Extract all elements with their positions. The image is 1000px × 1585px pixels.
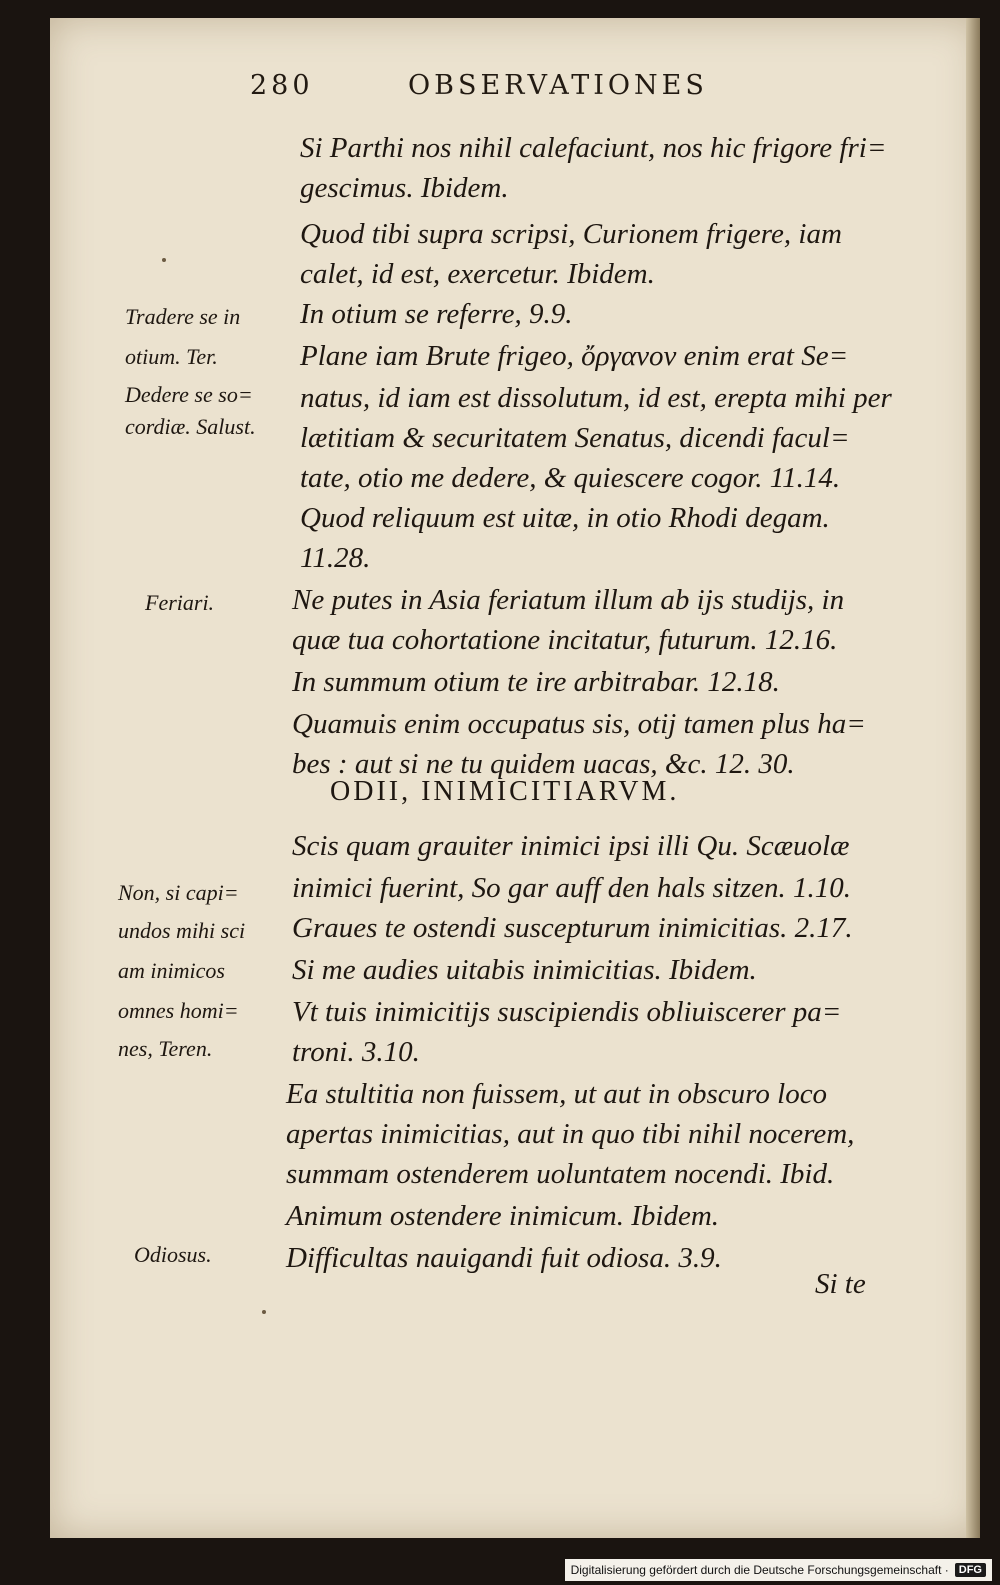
text-line: inimici fuerint, So gar auff den hals sitzen. 1.10.	[292, 872, 852, 904]
margin-note: undos mihi sci	[118, 918, 246, 943]
text-line: apertas inimicitias, aut in quo tibi nihil nocerem,	[286, 1118, 855, 1150]
margin-note: nes, Teren.	[118, 1036, 213, 1061]
catchword: Si te	[815, 1268, 866, 1300]
margin-note: cordiæ. Salust.	[125, 414, 256, 439]
text-line: Graues te ostendi suscepturum inimicitias. 2.17.	[292, 912, 853, 944]
text-line: summam ostenderem uoluntatem nocendi. Ibid.	[286, 1158, 835, 1190]
text-line: Quamuis enim occupatus sis, otij tamen plus ha=	[292, 708, 866, 740]
text-line: calet, id est, exercetur. Ibidem.	[300, 258, 655, 290]
margin-note: Odiosus.	[134, 1242, 212, 1267]
section-title: ODII, INIMICITIARVM.	[330, 776, 680, 807]
text-line: Ea stultitia non fuissem, ut aut in obscuro loco	[286, 1078, 828, 1110]
text-line: Si me audies uitabis inimicitias. Ibidem.	[292, 954, 757, 986]
text-line: tate, otio me dedere, & quiescere cogor. 11.14.	[300, 462, 841, 494]
text-line: In summum otium te ire arbitrabar. 12.18.	[292, 666, 780, 698]
ink-speck	[262, 1310, 266, 1314]
margin-note: otium. Ter.	[125, 344, 218, 369]
text-line: natus, id iam est dissolutum, id est, erepta mihi per	[300, 382, 892, 414]
ink-speck	[162, 258, 166, 262]
text-line: Vt tuis inimicitijs suscipiendis obliuiscerer pa=	[292, 996, 842, 1028]
margin-note: Tradere se in	[125, 304, 241, 329]
text-line: quæ tua cohortatione incitatur, futurum. 12.16.	[292, 624, 838, 656]
margin-note: Feriari.	[145, 590, 215, 615]
margin-note: Non, si capi=	[118, 880, 239, 905]
margin-note: am inimicos	[118, 958, 225, 983]
footer-credit: Digitalisierung gefördert durch die Deutsche Forschungsgemeinschaft ·	[570, 1563, 949, 1577]
text-line: Si Parthi nos nihil calefaciunt, nos hic frigore fri=	[300, 132, 887, 164]
margin-note: Dedere se so=	[125, 382, 253, 407]
margin-note: omnes homi=	[118, 998, 239, 1023]
text-line: lætitiam & securitatem Senatus, dicendi facul=	[300, 422, 850, 454]
text-line: Quod tibi supra scripsi, Curionem frigere, iam	[300, 218, 842, 250]
text-line: Quod reliquum est uitæ, in otio Rhodi degam.	[300, 502, 830, 534]
text-line: bes : aut si ne tu quidem uacas, &c. 12. 30.	[292, 748, 795, 780]
text-line: Difficultas nauigandi fuit odiosa. 3.9.	[286, 1242, 722, 1274]
page-number: 280	[250, 70, 314, 101]
text-line: Scis quam grauiter inimici ipsi illi Qu. Scæuolæ	[292, 830, 850, 862]
running-head: OBSERVATIONES	[408, 70, 708, 101]
digitization-footer	[565, 1559, 992, 1581]
text-line: In otium se referre, 9.9.	[300, 298, 573, 330]
text-line: Animum ostendere inimicum. Ibidem.	[286, 1200, 720, 1232]
text-line: gescimus. Ibidem.	[300, 172, 509, 204]
text-line: troni. 3.10.	[292, 1036, 420, 1068]
dfg-logo: DFG	[955, 1563, 986, 1577]
text-line: Plane iam Brute frigeo, ὄργανον enim erat Se=	[300, 340, 849, 372]
text-line: 11.28.	[300, 542, 371, 574]
page-header	[250, 70, 810, 110]
text-line: Ne putes in Asia feriatum illum ab ijs studijs, in	[292, 584, 845, 616]
